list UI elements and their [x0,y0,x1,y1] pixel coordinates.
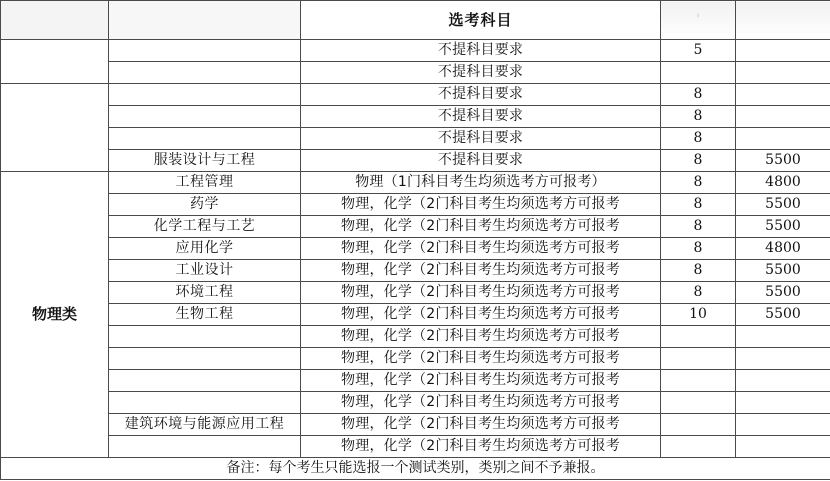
requirement-cell: 不提科目要求 [301,62,661,84]
fee-cell: 5500 [736,304,830,326]
count-cell: 8 [661,282,736,304]
count-cell: 8 [661,84,736,106]
major-cell [109,392,301,414]
major-cell [109,436,301,458]
category-cell-top [1,40,109,84]
major-cell [109,348,301,370]
fee-cell: 4800 [736,172,830,194]
table-row [1,304,830,326]
count-cell [661,414,736,436]
header-count-cell: ' [661,1,736,40]
header-subject-title: 选考科目 [301,1,661,40]
fee-cell [736,128,830,150]
table-row [1,62,830,84]
requirement-cell: 物理，化学（2门科目考生均须选考方可报考 [301,370,661,392]
fee-cell [736,370,830,392]
table-row [1,238,830,260]
fee-cell: 5500 [736,150,830,172]
count-cell [661,62,736,84]
count-cell: 8 [661,106,736,128]
requirement-cell: 物理，化学（2门科目考生均须选考方可报考 [301,326,661,348]
header-category-cell [1,1,109,40]
requirement-cell: 物理，化学（2门科目考生均须选考方可报考 [301,260,661,282]
header-fee-cell [736,1,830,40]
table-row [1,194,830,216]
major-cell [109,106,301,128]
table-row [1,106,830,128]
major-cell: 工业设计 [109,260,301,282]
major-cell: 服装设计与工程 [109,150,301,172]
major-cell: 环境工程 [109,282,301,304]
table-row [1,172,830,194]
fee-cell [736,436,830,458]
requirement-cell: 物理，化学（2门科目考生均须选考方可报考 [301,348,661,370]
fee-cell: 4800 [736,238,830,260]
table-row [1,370,830,392]
count-cell: 8 [661,172,736,194]
requirement-cell: 不提科目要求 [301,40,661,62]
major-cell [109,370,301,392]
major-cell: 化学工程与工艺 [109,216,301,238]
footnote-text: 备注：每个考生只能选报一个测试类别，类别之间不予兼报。 [1,458,830,480]
table-header-row [1,1,830,40]
fee-cell [736,348,830,370]
count-cell [661,348,736,370]
table-row [1,348,830,370]
table-row [1,392,830,414]
requirement-cell: 物理，化学（2门科目考生均须选考方可报考 [301,238,661,260]
major-cell [109,40,301,62]
requirement-cell: 物理，化学（2门科目考生均须选考方可报考 [301,194,661,216]
major-cell: 建筑环境与能源应用工程 [109,414,301,436]
table-row [1,436,830,458]
requirement-cell: 物理，化学（2门科目考生均须选考方可报考 [301,282,661,304]
count-cell [661,436,736,458]
fee-cell [736,84,830,106]
requirement-cell: 不提科目要求 [301,84,661,106]
note-row [1,458,830,480]
fee-cell: 5500 [736,216,830,238]
requirement-cell: 不提科目要求 [301,106,661,128]
table-row [1,260,830,282]
table-row [1,128,830,150]
category-cell-physics: 物理类 [1,172,109,458]
fee-cell [736,392,830,414]
table-row [1,282,830,304]
fee-cell [736,62,830,84]
table-row [1,414,830,436]
table-row [1,84,830,106]
fee-cell [736,414,830,436]
major-cell [109,326,301,348]
fee-cell: 5500 [736,260,830,282]
count-cell: 8 [661,238,736,260]
count-cell: 8 [661,260,736,282]
count-cell: 8 [661,194,736,216]
count-cell: 8 [661,128,736,150]
category-cell-middle [1,84,109,172]
requirement-cell: 不提科目要求 [301,150,661,172]
table-row [1,40,830,62]
requirement-cell: 物理，化学（2门科目考生均须选考方可报考 [301,392,661,414]
count-cell: 5 [661,40,736,62]
header-major-cell [109,1,301,40]
count-cell: 10 [661,304,736,326]
fee-cell [736,40,830,62]
fee-cell [736,106,830,128]
requirement-cell: 物理，化学（2门科目考生均须选考方可报考 [301,414,661,436]
major-cell [109,84,301,106]
fee-cell: 5500 [736,194,830,216]
requirement-cell: 物理，化学（2门科目考生均须选考方可报考 [301,436,661,458]
count-cell [661,370,736,392]
requirement-cell: 物理（1门科目考生均须选考方可报考） [301,172,661,194]
major-cell: 工程管理 [109,172,301,194]
requirement-cell: 物理，化学（2门科目考生均须选考方可报考 [301,216,661,238]
count-cell [661,326,736,348]
table-row [1,326,830,348]
fee-cell [736,326,830,348]
count-cell: 8 [661,216,736,238]
requirement-cell: 不提科目要求 [301,128,661,150]
count-cell [661,392,736,414]
major-cell: 药学 [109,194,301,216]
major-cell [109,62,301,84]
fee-cell: 5500 [736,282,830,304]
table-row [1,150,830,172]
requirement-cell: 物理，化学（2门科目考生均须选考方可报考 [301,304,661,326]
major-cell [109,128,301,150]
count-cell: 8 [661,150,736,172]
major-cell: 应用化学 [109,238,301,260]
major-cell: 生物工程 [109,304,301,326]
table-row [1,216,830,238]
